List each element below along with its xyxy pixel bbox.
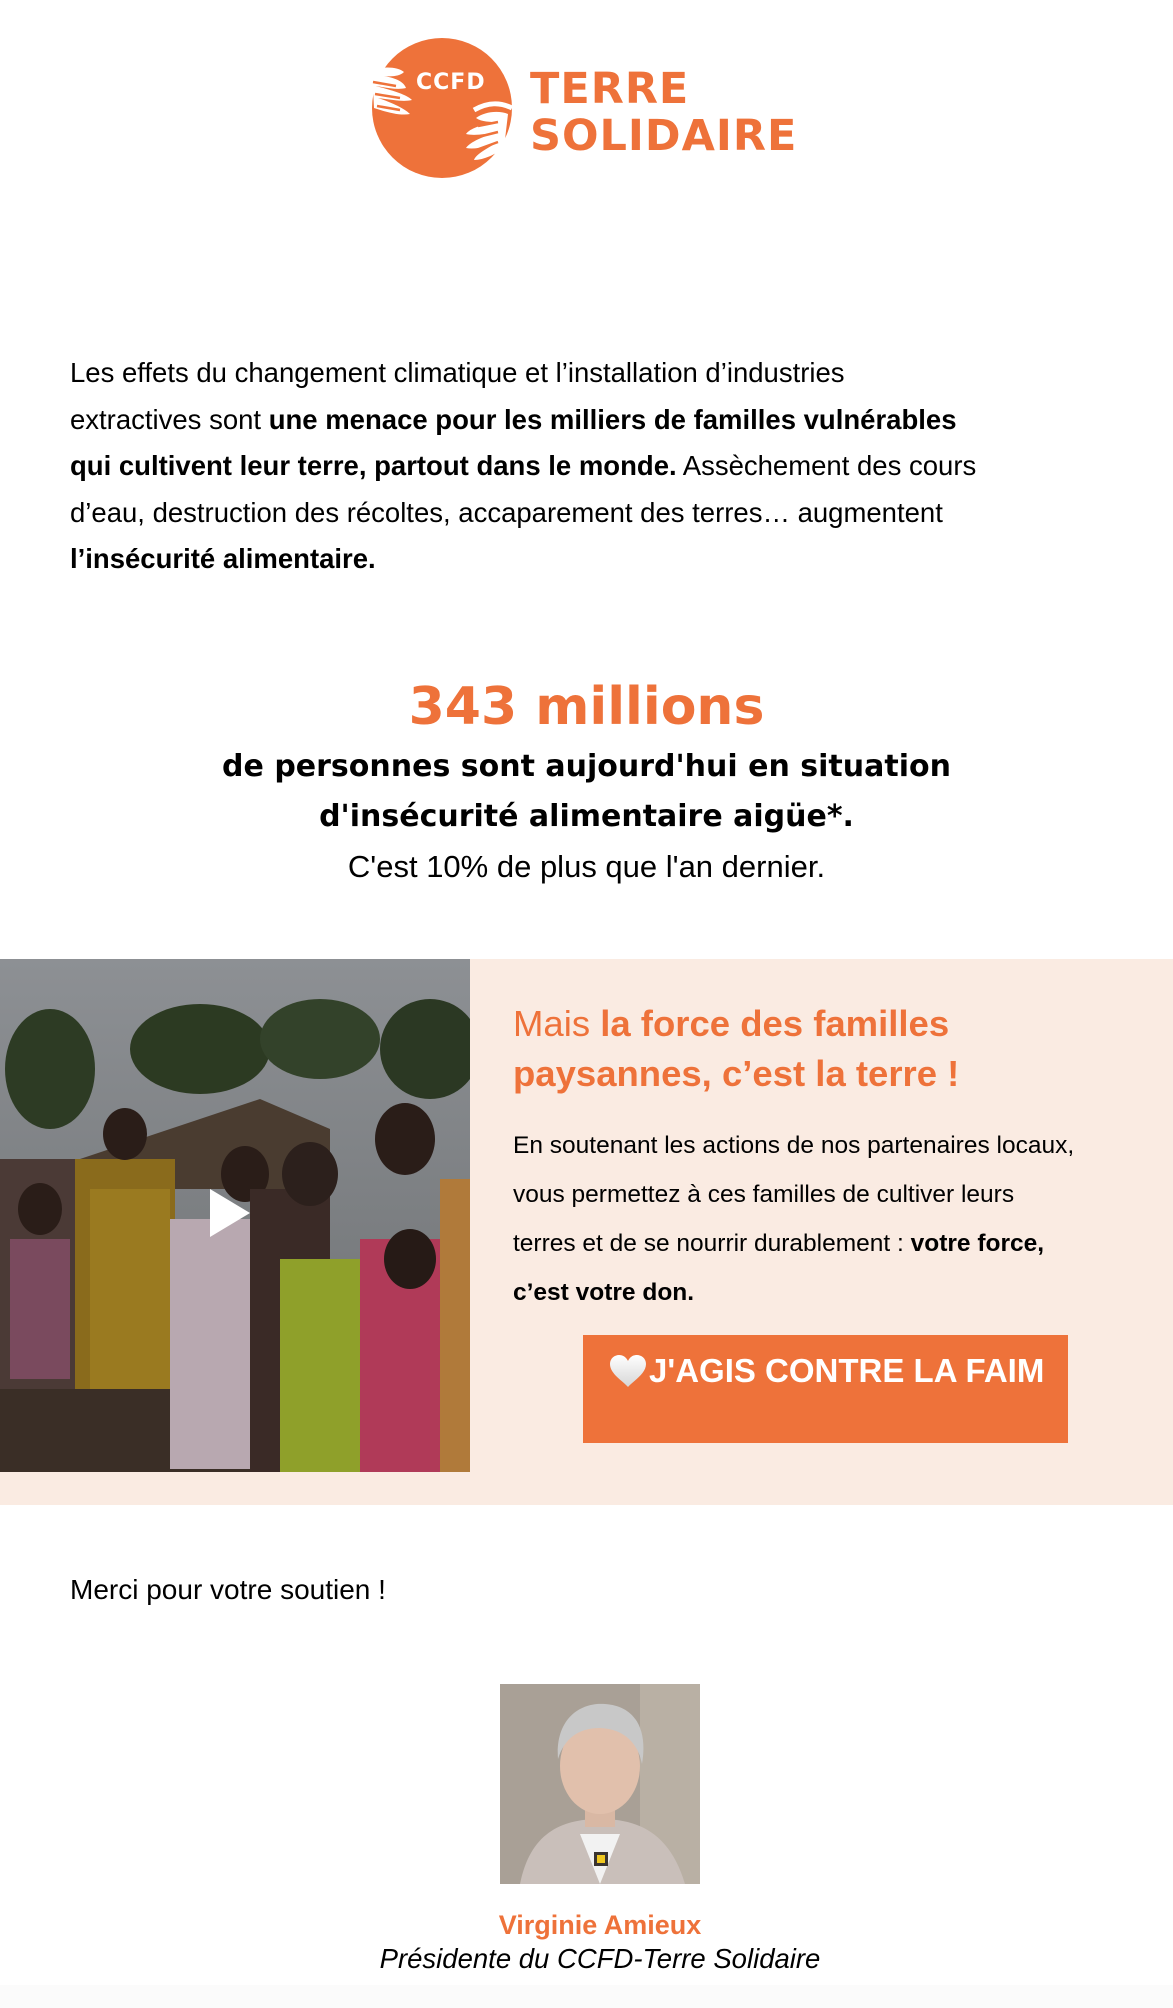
donate-button-content: [609, 1351, 1044, 1391]
donate-button-label: J'AGIS CONTRE LA FAIM: [649, 1352, 1045, 1389]
signatory-portrait: [500, 1684, 700, 1884]
feature-body-line: [513, 1121, 1153, 1170]
intro-paragraph: [70, 350, 1130, 583]
intro-text-bold: une menace pour les milliers de familles vulnérables: [268, 403, 957, 435]
feature-heading: [513, 999, 1153, 1099]
feature-body: [513, 1121, 1153, 1317]
feature-body-text: vous permettez à ces familles de cultiver leurs: [513, 1181, 1015, 1208]
logo-hands-emblem: [370, 36, 520, 181]
stat-description-line-2: d'insécurité alimentaire aigüe*.: [319, 799, 854, 834]
video-thumbnail[interactable]: [0, 959, 470, 1472]
intro-line: [70, 443, 1130, 490]
intro-text: d’eau, destruction des récoltes, accaparement des terres… augmentent: [70, 496, 943, 528]
logo-word-solidaire: SOLIDAIRE: [530, 111, 798, 161]
intro-line: [70, 490, 1130, 537]
intro-text: Assèchement des cours: [676, 450, 977, 481]
feature-band: [0, 959, 1173, 1505]
intro-text-bold: l’insécurité alimentaire.: [70, 543, 376, 574]
signatory-name: Virginie Amieux: [498, 1910, 702, 1940]
feature-body-line: [513, 1268, 1153, 1317]
feature-heading-text-bold: la force des familles: [600, 1003, 950, 1044]
footer-strip: [0, 1985, 1173, 2008]
stat-description-line-1: de personnes sont aujourd'hui en situation: [222, 749, 951, 784]
signatory-title: Présidente du CCFD-Terre Solidaire: [379, 1943, 821, 1974]
stat-comparison: C'est 10% de plus que l'an dernier.: [347, 849, 826, 884]
thanks-message: Merci pour votre soutien !: [70, 1574, 386, 1605]
intro-text: Les effets du changement climatique et l’installation d’industries: [70, 357, 845, 388]
intro-line: [70, 397, 1130, 444]
feature-body-line: [513, 1170, 1153, 1219]
stat-number: 343 millions: [408, 677, 765, 737]
feature-body-text-bold: c’est votre don.: [513, 1279, 695, 1306]
donate-button[interactable]: [583, 1335, 1068, 1443]
signatory-photo: [500, 1684, 700, 1884]
feature-heading-line: [513, 999, 1153, 1049]
feature-heading-line: [513, 1049, 1153, 1099]
logo-word-terre: TERRE: [530, 64, 690, 114]
feature-body-text-bold: votre force,: [910, 1230, 1045, 1257]
logo-badge-text: CCFD: [416, 70, 486, 95]
play-icon[interactable]: [210, 1189, 250, 1237]
intro-text: extractives sont: [70, 403, 269, 435]
feature-heading-text-bold: paysannes, c’est la terre !: [513, 1053, 960, 1094]
intro-text-bold: qui cultivent leur terre, partout dans le monde.: [70, 450, 677, 481]
white-heart-icon: [609, 1354, 647, 1388]
intro-line: [70, 350, 1130, 397]
ccfd-terre-solidaire-logo[interactable]: [370, 36, 810, 181]
feature-text: [513, 999, 1153, 1317]
feature-body-text: terres et de se nourrir durablement :: [513, 1230, 911, 1257]
feature-heading-text: Mais: [513, 1003, 601, 1044]
stat-block: [0, 672, 1173, 892]
intro-line: [70, 536, 1130, 583]
feature-body-text: En soutenant les actions de nos partenaires locaux,: [513, 1132, 1075, 1159]
feature-body-line: [513, 1219, 1153, 1268]
